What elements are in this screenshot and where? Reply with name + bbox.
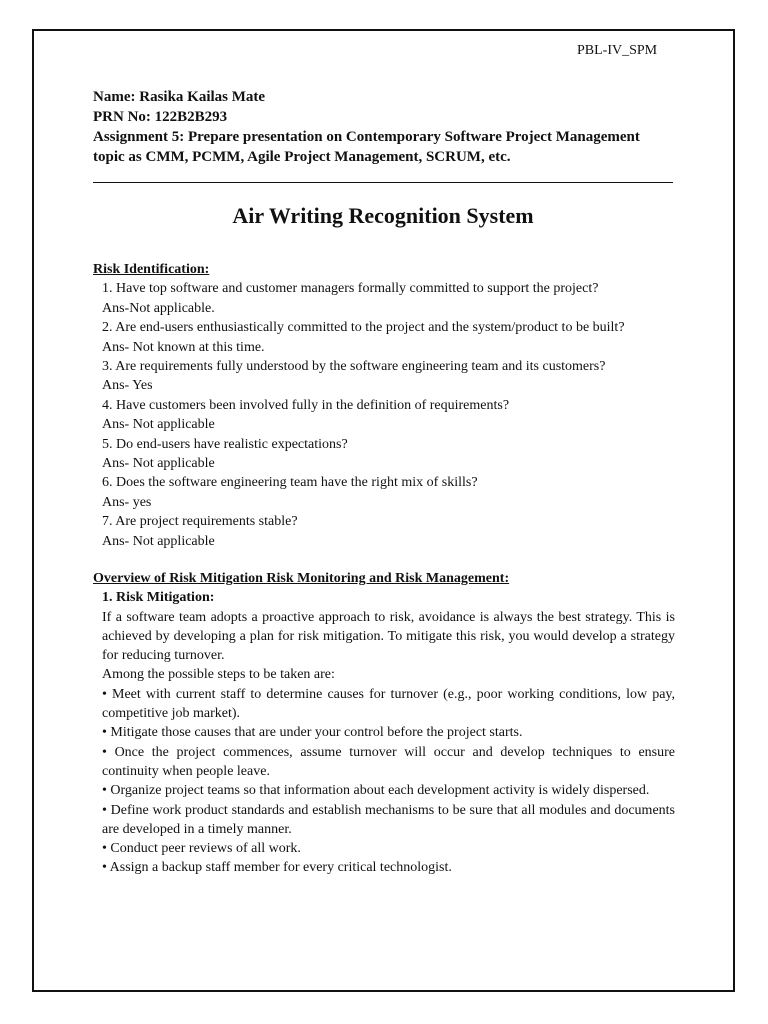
assignment-line-1: Assignment 5: Prepare presentation on Contemporary Software Project Management: [93, 129, 640, 145]
answer-3: Ans- Yes: [102, 378, 153, 394]
step-bullet-4: • Organize project teams so that information about each development activity is widely dispersed.: [102, 783, 650, 799]
prn-number: PRN No: 122B2B293: [93, 109, 228, 125]
question-5: 5. Do end-users have realistic expectations?: [102, 436, 348, 452]
step-bullet-6: • Conduct peer reviews of all work.: [102, 841, 301, 857]
question-2: 2. Are end-users enthusiastically committed to the project and the system/product to be built?: [102, 320, 625, 336]
assignment-line-2: topic as CMM, PCMM, Agile Project Management, SCRUM, etc.: [93, 149, 511, 165]
risk-mitigation-paragraph: If a software team adopts a proactive approach to risk, avoidance is always the best strategy. This is achieved by developing a plan for risk mitigation. To mitigate this risk, you would develop a strategy for reducing turnover.: [102, 609, 675, 664]
overview-section: [93, 569, 675, 878]
overview-heading: Overview of Risk Mitigation Risk Monitoring and Risk Management:: [93, 571, 510, 586]
answer-5: Ans- Not applicable: [102, 456, 215, 472]
question-3: 3. Are requirements fully understood by the software engineering team and its customers?: [102, 359, 606, 375]
answer-7: Ans- Not applicable: [102, 533, 215, 549]
student-name: Name: Rasika Kailas Mate: [93, 89, 266, 105]
question-7: 7. Are project requirements stable?: [102, 514, 298, 530]
step-bullet-5: • Define work product standards and establish mechanisms to be sure that all modules and documents are developed in a timely manner.: [102, 802, 675, 837]
question-1: 1. Have top software and customer managers formally committed to support the project?: [102, 281, 599, 297]
risk-identification-heading: Risk Identification:: [93, 262, 210, 277]
answer-4: Ans- Not applicable: [102, 417, 215, 433]
risk-identification-section: [93, 260, 673, 551]
risk-mitigation-subheading: 1. Risk Mitigation:: [102, 590, 215, 606]
answer-2: Ans- Not known at this time.: [102, 339, 265, 355]
answer-1: Ans-Not applicable.: [102, 300, 215, 316]
steps-intro: Among the possible steps to be taken are:: [102, 667, 335, 683]
step-bullet-7: • Assign a backup staff member for every critical technologist.: [102, 860, 452, 876]
question-6: 6. Does the software engineering team have the right mix of skills?: [102, 475, 478, 491]
document-title: Air Writing Recognition System: [232, 203, 534, 228]
student-info: [93, 87, 683, 167]
step-bullet-3: • Once the project commences, assume turnover will occur and develop techniques to ensure continuity when people leave.: [102, 744, 675, 779]
question-4: 4. Have customers been involved fully in the definition of requirements?: [102, 397, 510, 413]
step-bullet-1: • Meet with current staff to determine causes for turnover (e.g., poor working conditions, low pay, competitive job market).: [102, 686, 675, 722]
step-bullet-2: • Mitigate those causes that are under your control before the project starts.: [102, 725, 523, 741]
divider: [93, 182, 673, 183]
answer-6: Ans- yes: [102, 494, 152, 510]
course-tag: PBL-IV_SPM: [577, 43, 658, 58]
